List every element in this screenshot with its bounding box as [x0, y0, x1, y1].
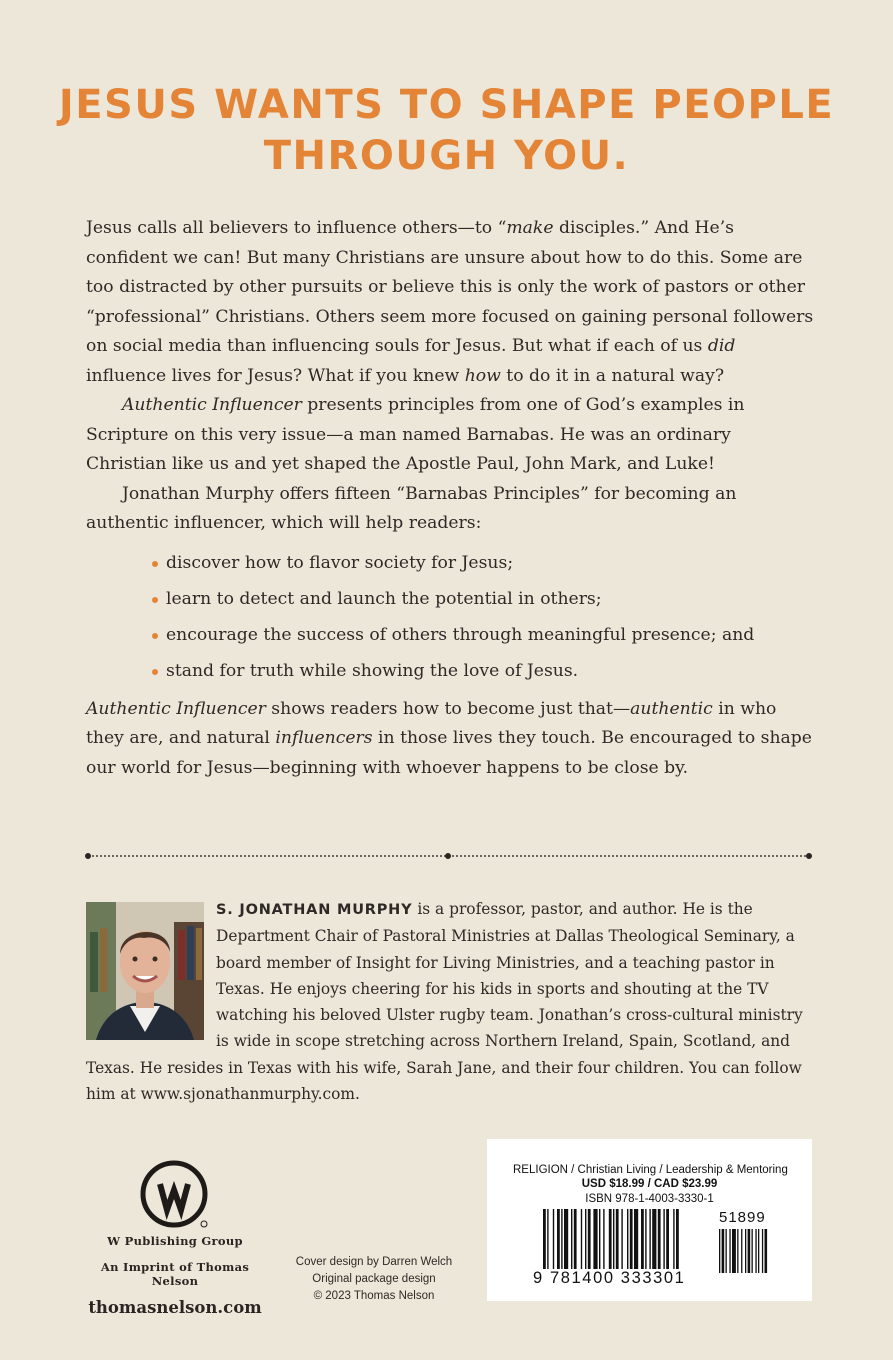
bullet-dot-icon — [152, 669, 158, 675]
list-item-text: learn to detect and launch the potential in others; — [166, 588, 602, 609]
text-run: in those lives they touch. Be encouraged to shape our world for Jesus—beginning with whoever happens to be close by. — [86, 728, 812, 778]
benefit-list — [86, 545, 816, 689]
text-run-emphasis: make — [506, 218, 554, 238]
bullet-dot-icon — [152, 633, 158, 639]
barcode-bar — [676, 1209, 679, 1269]
barcode-bar — [557, 1209, 560, 1269]
barcode-bar — [553, 1209, 554, 1269]
list-item-text: encourage the success of others through meaningful presence; and — [166, 624, 755, 645]
price: USD $18.99 / CAD $23.99 — [581, 1178, 718, 1190]
intro-paragraph-2 — [86, 391, 816, 480]
barcode-bar — [627, 1209, 628, 1269]
headline — [0, 80, 893, 182]
barcode-bar — [561, 1209, 562, 1269]
cover-credits — [278, 1254, 470, 1305]
text-run: presents principles from one of God’s examples in Scripture on this very issue—a man named Barnabas. He was an ordinary Christian like us and yet shaped the Apostle Paul, John Mark, and Luke! — [86, 395, 745, 474]
credit-line: Original package design — [312, 1273, 436, 1285]
description — [86, 214, 816, 783]
barcode-addon-bar — [755, 1229, 756, 1273]
divider-dot-icon — [445, 853, 451, 859]
barcode-addon-bar — [722, 1229, 725, 1273]
barcode-bar — [630, 1209, 633, 1269]
book-title: Authentic Influencer — [122, 395, 302, 415]
list-item-text: stand for truth while showing the love of Jesus. — [166, 660, 579, 681]
barcode-addon-bar — [762, 1229, 763, 1273]
barcode-bar — [652, 1209, 656, 1269]
barcode-addon-bar — [729, 1229, 730, 1273]
barcode-panel — [487, 1139, 812, 1301]
barcode-bar — [613, 1209, 614, 1269]
isbn: ISBN 978-1-4003-3330-1 — [585, 1193, 714, 1205]
text-run-emphasis: authentic — [630, 698, 713, 719]
list-item — [152, 545, 816, 581]
text-run: to do it in a natural way? — [500, 365, 725, 386]
barcode-addon-bar — [745, 1229, 746, 1273]
list-item-text: discover how to flavor society for Jesus; — [166, 552, 514, 573]
text-run: shows readers how to become just that— — [265, 698, 631, 719]
book-title: Authentic Influencer — [86, 698, 266, 719]
barcode-bar — [641, 1209, 644, 1269]
barcode-bar — [574, 1209, 577, 1269]
divider-dot-icon — [806, 853, 812, 859]
barcode-bar — [571, 1209, 572, 1269]
barcode-bar — [603, 1209, 604, 1269]
barcode-bar — [585, 1209, 586, 1269]
divider-dot-icon — [85, 853, 91, 859]
bullet-dot-icon — [152, 561, 158, 567]
publisher-website[interactable]: thomasnelson.com — [88, 1298, 262, 1317]
barcode-bar — [599, 1209, 600, 1269]
credit-line: Cover design by Darren Welch — [295, 1256, 453, 1268]
barcode-bar — [673, 1209, 674, 1269]
barcode-bar — [543, 1209, 546, 1269]
barcode-addon-bar — [732, 1229, 736, 1273]
barcode-addon-bar — [719, 1229, 720, 1273]
list-item — [152, 617, 816, 653]
intro-paragraph-1 — [86, 214, 816, 391]
barcode-bar — [645, 1209, 646, 1269]
text-run: influence lives for Jesus? What if you knew — [86, 365, 465, 386]
barcode-addon-bar — [741, 1229, 742, 1273]
text-run: disciples.” And He’s confident we can! But many Christians are unsure about how to do this. Some are too distracted by other pursuits or believe this is only the work of pastors or other “professional” Christians. Others seem more focused on gaining personal followers on social media than influencing souls for Jesus. But what if each of us — [86, 218, 814, 356]
barcode-addon-bar — [737, 1229, 738, 1273]
barcode-bar — [593, 1209, 597, 1269]
barcode-bar — [547, 1209, 548, 1269]
barcode-bar — [581, 1209, 582, 1269]
closing-paragraph — [86, 695, 816, 784]
barcode-bar — [663, 1209, 664, 1269]
barcode-bar — [616, 1209, 619, 1269]
author-bio-text: is a professor, pastor, and author. He is the Department Chair of Pastoral Ministries at Dallas Theological Seminary, a board member of Insight for Living Ministries, and a teaching pastor in Texas. He enjoys cheering for his kids in sports and shouting at the TV watching his beloved Ulster rugby team. Jonathan’s cross-cultural ministry is wide in scope stretching across Northern Ireland, Spain, Scotland, and Texas. He resides in Texas with his wife, Sarah Jane, and their four children. You can follow him at www.sjonathanmurphy.com. — [86, 900, 803, 1104]
barcode-addon-bar — [758, 1229, 759, 1273]
text-run-emphasis: how — [464, 365, 501, 386]
headline-line-1: JESUS WANTS TO SHAPE PEOPLE — [58, 82, 835, 128]
barcode-bar — [658, 1209, 661, 1269]
barcode-addon-bar — [765, 1229, 768, 1273]
list-item — [152, 653, 816, 689]
barcode-bar — [649, 1209, 650, 1269]
headline-line-2: THROUGH YOU. — [263, 133, 630, 179]
publisher-imprint: An Imprint of Thomas Nelson — [100, 1260, 250, 1288]
bisac-category: RELIGION / Christian Living / Leadership & Mentoring — [513, 1164, 788, 1176]
barcode-addon-digits: 51899 — [719, 1209, 766, 1226]
text-run: Jesus calls all believers to influence others—to “ — [86, 218, 507, 238]
w-publishing-logo-icon — [140, 1160, 210, 1230]
text-run-emphasis: influencers — [275, 728, 373, 748]
barcode-addon-bar — [726, 1229, 727, 1273]
dotted-divider — [88, 855, 810, 861]
barcode-addon-bar — [752, 1229, 753, 1273]
text-run: in who they are, and natural — [86, 698, 777, 748]
barcode-bar — [634, 1209, 638, 1269]
barcode-bar — [621, 1209, 622, 1269]
photo-spacer — [86, 896, 216, 1046]
credit-line: © 2023 Thomas Nelson — [313, 1290, 435, 1302]
barcode-bar — [564, 1209, 568, 1269]
author-name: S. JONATHAN MURPHY — [216, 902, 413, 918]
barcode-bar — [588, 1209, 591, 1269]
barcode-bar — [666, 1209, 669, 1269]
text-run-emphasis: did — [707, 336, 736, 356]
author-bio — [86, 896, 816, 1107]
barcode-digits: 9 781400 333301 — [533, 1269, 686, 1287]
intro-paragraph-3: Jonathan Murphy offers fifteen “Barnabas Principles” for becoming an authentic influencer, which will help readers: — [86, 483, 737, 533]
bullet-dot-icon — [152, 597, 158, 603]
publisher-block — [80, 1160, 270, 1317]
barcode-bar — [609, 1209, 612, 1269]
publisher-name: W Publishing Group — [107, 1234, 243, 1248]
list-item — [152, 581, 816, 617]
barcode-addon-bar — [748, 1229, 751, 1273]
